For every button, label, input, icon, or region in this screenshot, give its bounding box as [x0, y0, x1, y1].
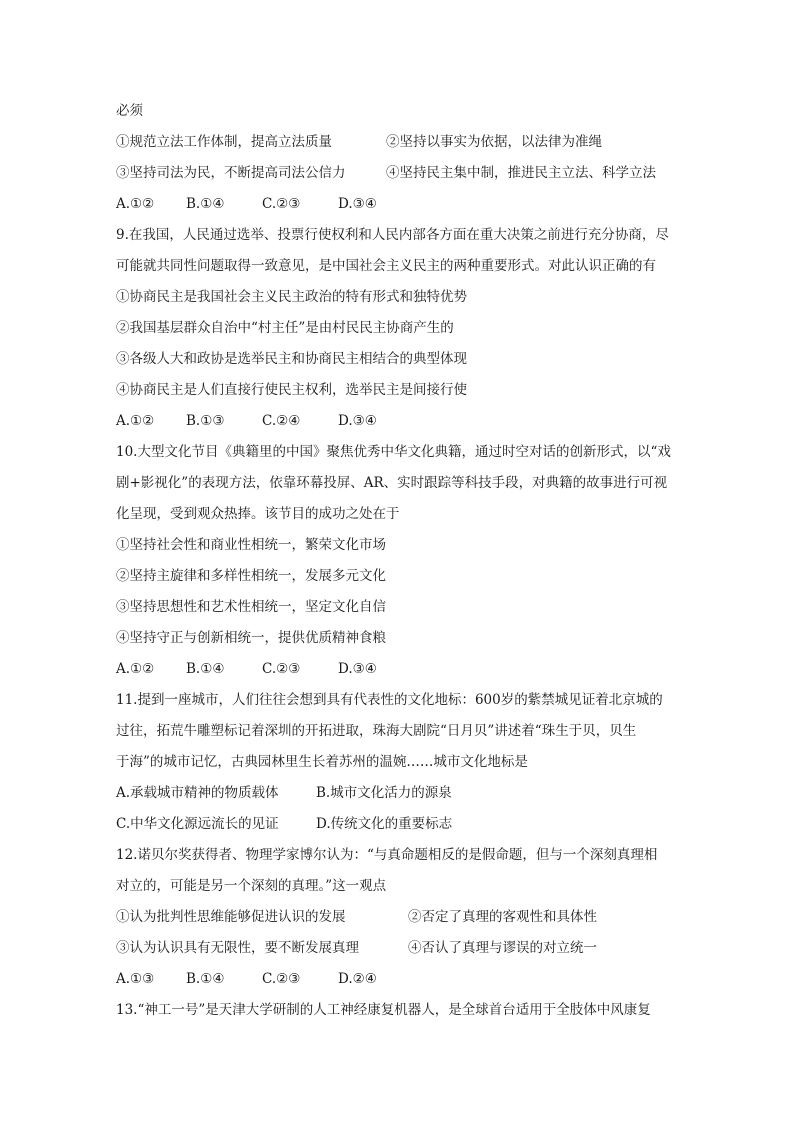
q10-option-2: ②坚持主旋律和多样性相统一，发展多元文化: [116, 568, 386, 584]
q12-answer-d: D.②④: [338, 971, 377, 987]
q10-stem-line-3: 化呈现，受到观众热捧。该节目的成功之处在于: [116, 506, 400, 522]
q10-answer-c: C.②③: [262, 661, 301, 677]
q12-option-2: ②否定了真理的客观性和具体性: [408, 909, 597, 925]
q11-stem-line-1: 11.提到一座城市，人们往往会想到具有代表性的文化地标：600岁的紫禁城见证着北京城的: [116, 692, 663, 708]
q11-choices-row-1: [116, 778, 688, 809]
q9-answer-a: A.①②: [116, 413, 155, 429]
q8-answer-d: D.③④: [338, 196, 377, 212]
q9-answer-c: C.②④: [262, 413, 301, 429]
q10-option-1: ①坚持社会性和商业性相统一，繁荣文化市场: [116, 537, 386, 553]
q12-answer-b: B.①④: [186, 971, 225, 987]
q10-option-4: ④坚持守正与创新相统一，提供优质精神食粮: [116, 630, 386, 646]
q8-option-1: ①规范立法工作体制，提高立法质量: [116, 134, 332, 150]
q10-answer-d: D.③④: [338, 661, 377, 677]
q12-option-4: ④否认了真理与谬误的对立统一: [408, 940, 597, 956]
q10-stem-line-2: 剧+影视化”的表现方法，依靠环幕投屏、AR、实时跟踪等科技手段，对典籍的故事进行可视: [116, 475, 668, 491]
q8-option-4: ④坚持民主集中制，推进民主立法、科学立法: [386, 165, 656, 181]
q12-options-row-2: [116, 933, 688, 964]
q9-option-2: ②我国基层群众自治中“村主任”是由村民民主协商产生的: [116, 320, 454, 336]
q13-stem-line-1: 13.“神工一号”是天津大学研制的人工神经康复机器人，是全球首台适用于全肢体中风康复: [116, 1002, 651, 1018]
q9-stem-line-1: 9.在我国，人民通过选举、投票行使权利和人民内部各方面在重大决策之前进行充分协商，尽: [116, 227, 669, 243]
q12-option-1: ①认为批判性思维能够促进认识的发展: [116, 909, 346, 925]
q10-option-3: ③坚持思想性和艺术性相统一，坚定文化自信: [116, 599, 386, 615]
q8-option-3: ③坚持司法为民，不断提高司法公信力: [116, 165, 346, 181]
q8-stem-tail: 必须: [116, 103, 143, 119]
q12-answer-a: A.①③: [116, 971, 155, 987]
q10-answer-b: B.①④: [186, 661, 225, 677]
q12-stem-line-1: 12.诺贝尔奖获得者、物理学家博尔认为：“与真命题相反的是假命题，但与一个深刻真理相: [116, 847, 658, 863]
q11-choice-a: A.承载城市精神的物质载体: [116, 785, 279, 801]
q8-answer-a: A.①②: [116, 196, 155, 212]
q9-stem-line-2: 可能就共同性问题取得一致意见，是中国社会主义民主的两种重要形式。对此认识正确的有: [116, 258, 656, 274]
q11-stem-line-2: 过往，拓荒牛雕塑标记着深圳的开拓进取，珠海大剧院“日月贝”讲述着“珠生于贝，贝生: [116, 723, 637, 739]
q9-option-3: ③各级人大和政协是选举民主和协商民主相结合的典型体现: [116, 351, 467, 367]
q8-answer-c: C.②③: [262, 196, 301, 212]
q10-stem-line-1: 10.大型文化节目《典籍里的中国》聚焦优秀中华文化典籍，通过时空对话的创新形式，以“戏: [116, 444, 671, 460]
q12-answer-c: C.②③: [262, 971, 301, 987]
q10-answers: [116, 654, 688, 685]
q9-option-1: ①协商民主是我国社会主义民主政治的特有形式和独特优势: [116, 289, 467, 305]
q9-answer-d: D.③④: [338, 413, 377, 429]
q11-stem-line-3: 于海”的城市记忆，古典园林里生长着苏州的温婉……城市文化地标是: [116, 754, 528, 770]
q11-choices-row-2: [116, 809, 688, 840]
q10-answer-a: A.①②: [116, 661, 155, 677]
document-page: [116, 96, 688, 1026]
q8-option-2: ②坚持以事实为依据，以法律为准绳: [386, 134, 602, 150]
q8-options-row-1: [116, 127, 688, 158]
q8-options-row-2: [116, 158, 688, 189]
q11-choice-b: B.城市文化活力的源泉: [316, 785, 452, 801]
q12-option-3: ③认为认识具有无限性，要不断发展真理: [116, 940, 359, 956]
q9-answers: [116, 406, 688, 437]
q11-choice-c: C.中华文化源远流长的见证: [116, 816, 279, 832]
q8-answer-b: B.①④: [186, 196, 225, 212]
q12-answers: [116, 964, 688, 995]
q12-stem-line-2: 对立的，可能是另一个深刻的真理。”这一观点: [116, 878, 387, 894]
q8-answers: [116, 189, 688, 220]
q9-answer-b: B.①③: [186, 413, 225, 429]
q11-choice-d: D.传统文化的重要标志: [316, 816, 453, 832]
q9-option-4: ④协商民主是人们直接行使民主权利，选举民主是间接行使: [116, 382, 467, 398]
q12-options-row-1: [116, 902, 688, 933]
